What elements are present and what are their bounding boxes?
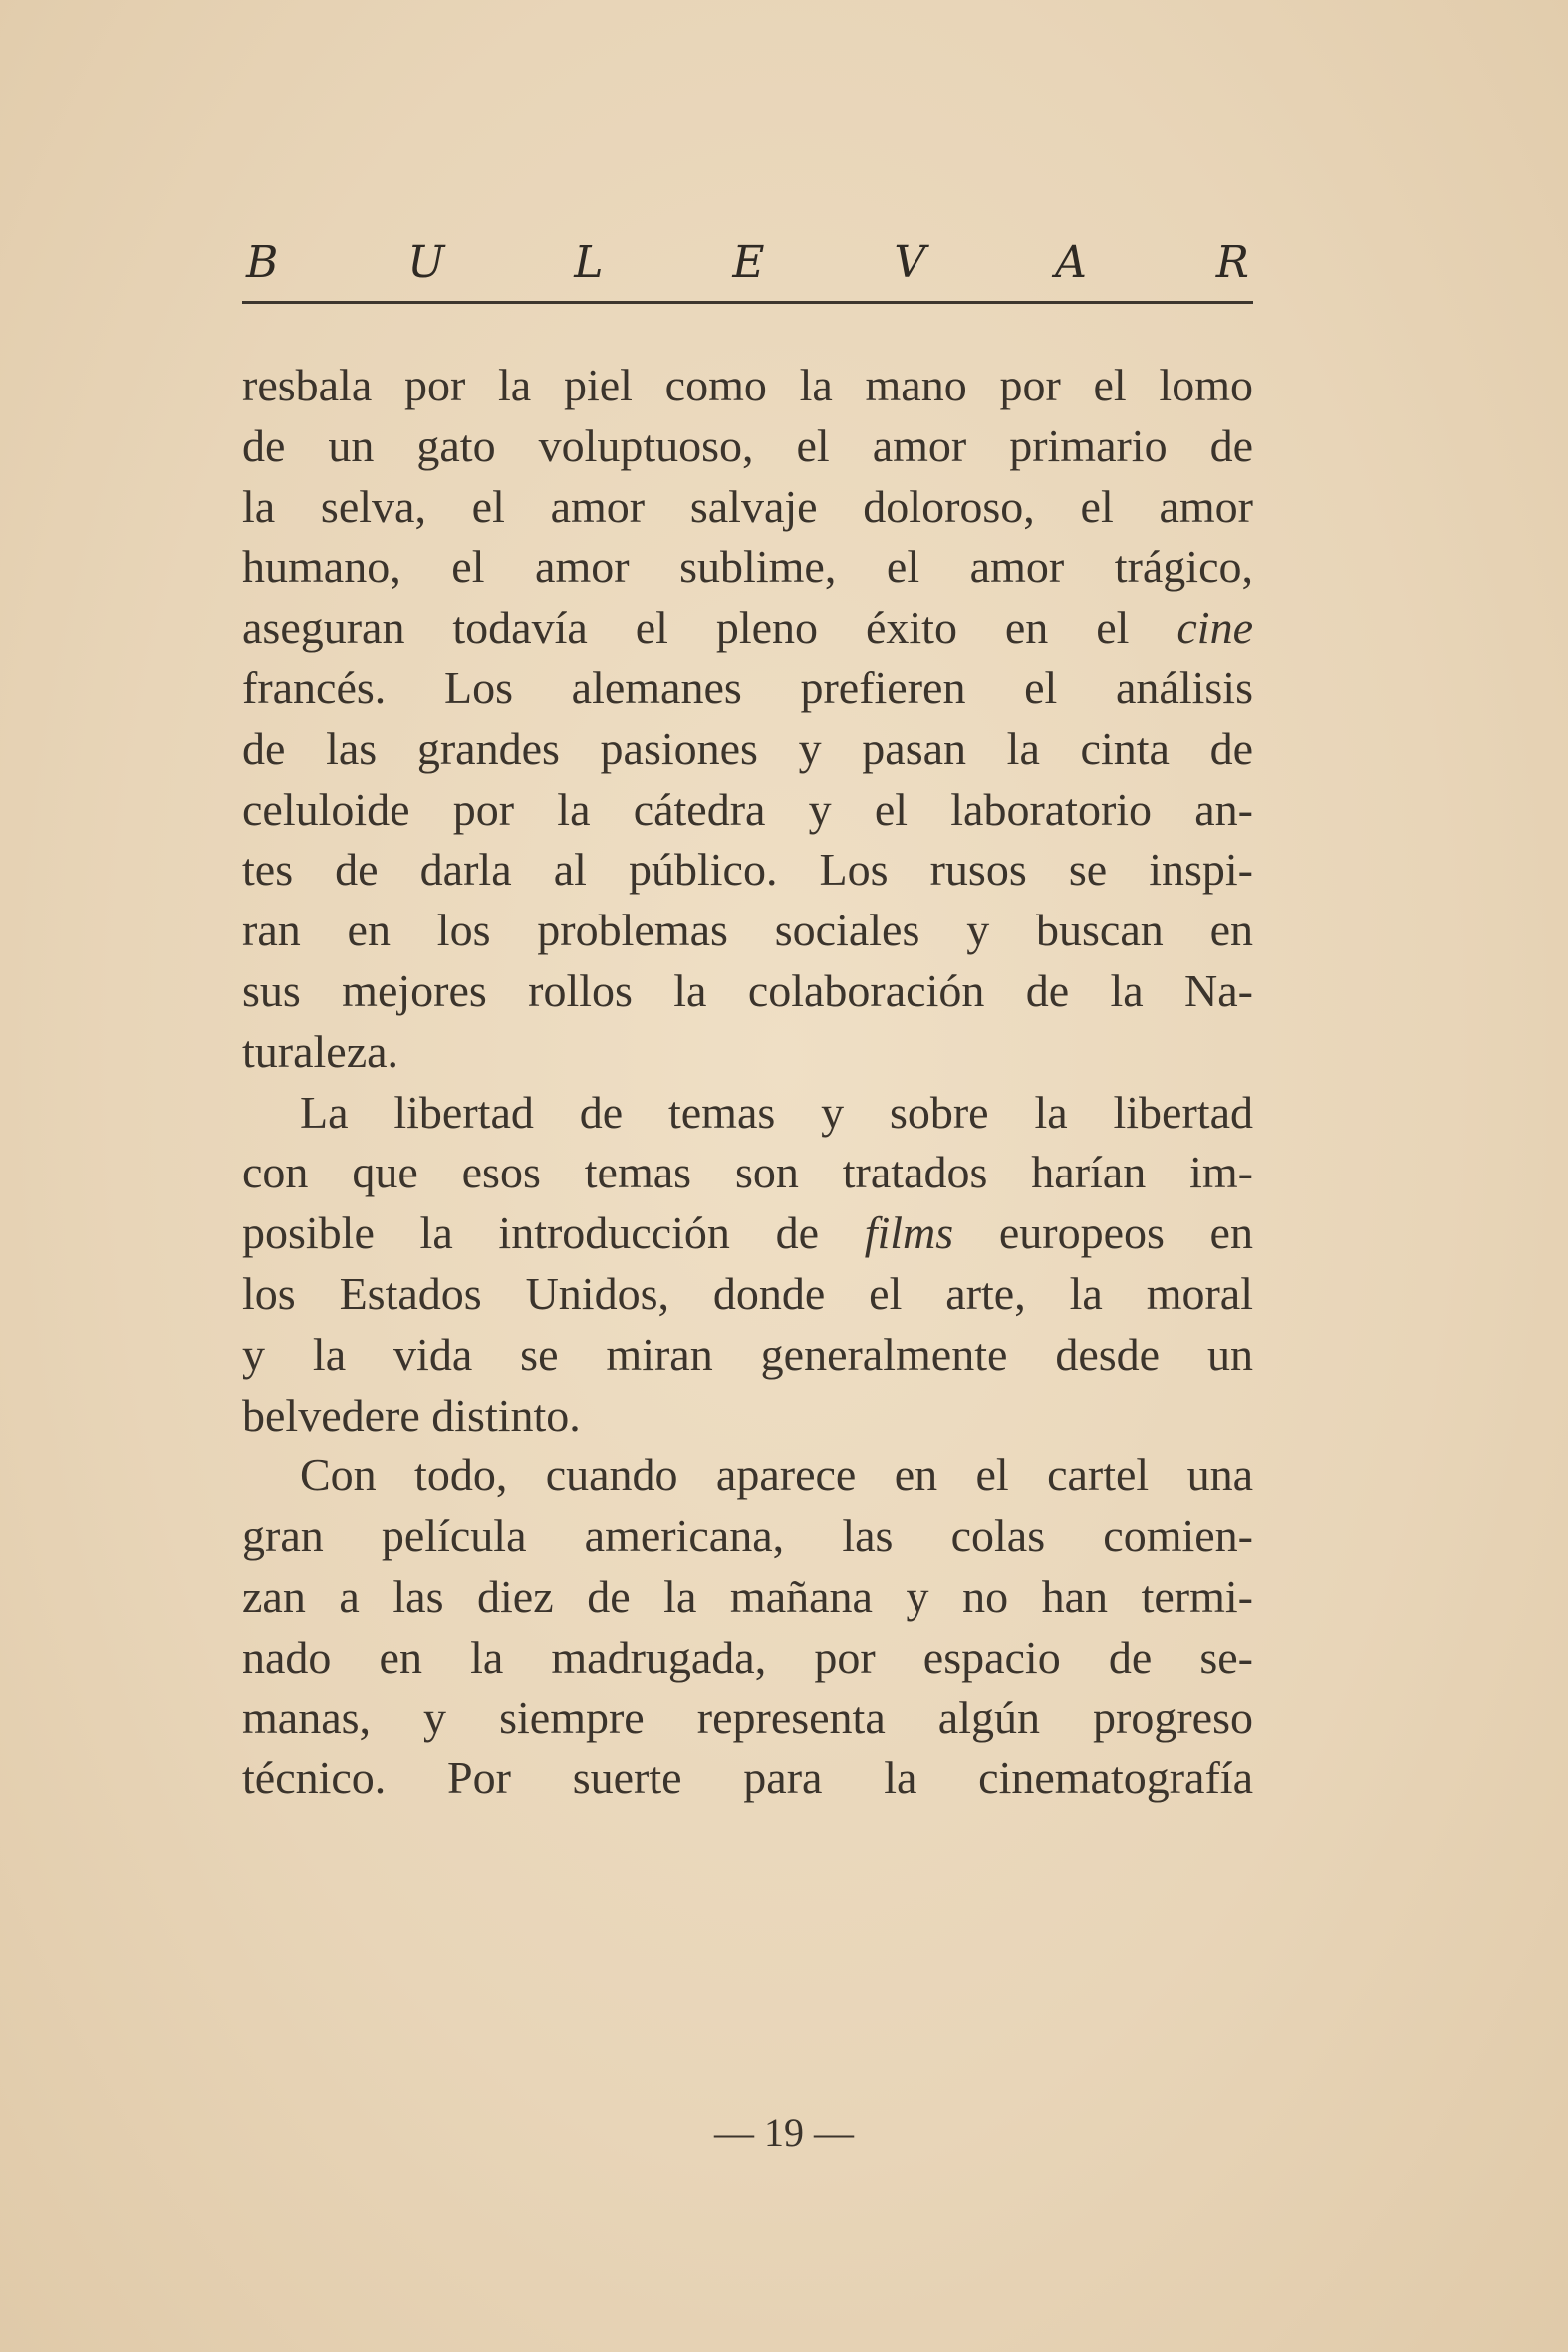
text-line: ran en los problemas sociales y buscan en — [242, 905, 1253, 956]
text-line: zan a las diez de la mañana y no han termi- — [242, 1570, 1253, 1622]
running-head-letter: U — [407, 237, 445, 288]
text-line: técnico. Por suerte para la cinematografía — [242, 1752, 1253, 1804]
text-segment: aseguran todavía el pleno éxito en el — [242, 602, 1177, 653]
text-line: La libertad de temas y sobre la libertad — [300, 1086, 1253, 1138]
running-head-letter: L — [574, 237, 604, 288]
text-line: de las grandes pasiones y pasan la cinta de — [242, 722, 1253, 774]
text-line: belvedere distinto. — [242, 1389, 581, 1440]
italic-word: cine — [1176, 602, 1253, 653]
running-head-letter: A — [1055, 237, 1087, 288]
text-line: de un gato voluptuoso, el amor primario de — [242, 419, 1253, 471]
text-line: resbala por la piel como la mano por el lomo — [242, 360, 1253, 410]
text-line: celuloide por la cátedra y el laboratorio an- — [242, 783, 1253, 835]
text-line: los Estados Unidos, donde el arte, la moral — [242, 1267, 1253, 1319]
text-segment: posible la introducción de — [242, 1207, 865, 1259]
book-page — [242, 237, 1253, 1809]
italic-word: films — [864, 1207, 954, 1259]
text-line: tes de darla al público. Los rusos se inspi- — [242, 844, 1253, 896]
text-line: y la vida se miran generalmente desde un — [242, 1328, 1253, 1380]
text-line: francés. Los alemanes prefieren el análisis — [242, 661, 1253, 713]
text-line: humano, el amor sublime, el amor trágico, — [242, 541, 1253, 593]
page-number: — 19 — — [714, 2110, 854, 2155]
header-rule — [242, 301, 1253, 304]
running-head-letter: V — [894, 237, 926, 288]
text-line: Con todo, cuando aparece en el cartel una — [300, 1449, 1253, 1501]
text-segment: europeos en — [953, 1207, 1253, 1259]
text-line: gran película americana, las colas comien- — [242, 1510, 1253, 1562]
text-line: turaleza. — [242, 1025, 399, 1077]
text-line: sus mejores rollos la colaboración de la Na- — [242, 964, 1253, 1016]
text-line: nado en la madrugada, por espacio de se- — [242, 1631, 1253, 1683]
body-text — [242, 356, 1253, 1809]
text-line — [242, 1203, 1253, 1264]
running-head-letter: B — [246, 237, 279, 288]
text-line: la selva, el amor salvaje doloroso, el amor — [242, 480, 1253, 532]
running-head-letter: R — [1215, 237, 1249, 288]
text-line: con que esos temas son tratados harían im- — [242, 1147, 1253, 1198]
text-line — [242, 598, 1253, 658]
running-head — [242, 237, 1253, 289]
text-line: manas, y siempre representa algún progreso — [242, 1692, 1253, 1743]
running-head-letter: E — [732, 237, 765, 288]
